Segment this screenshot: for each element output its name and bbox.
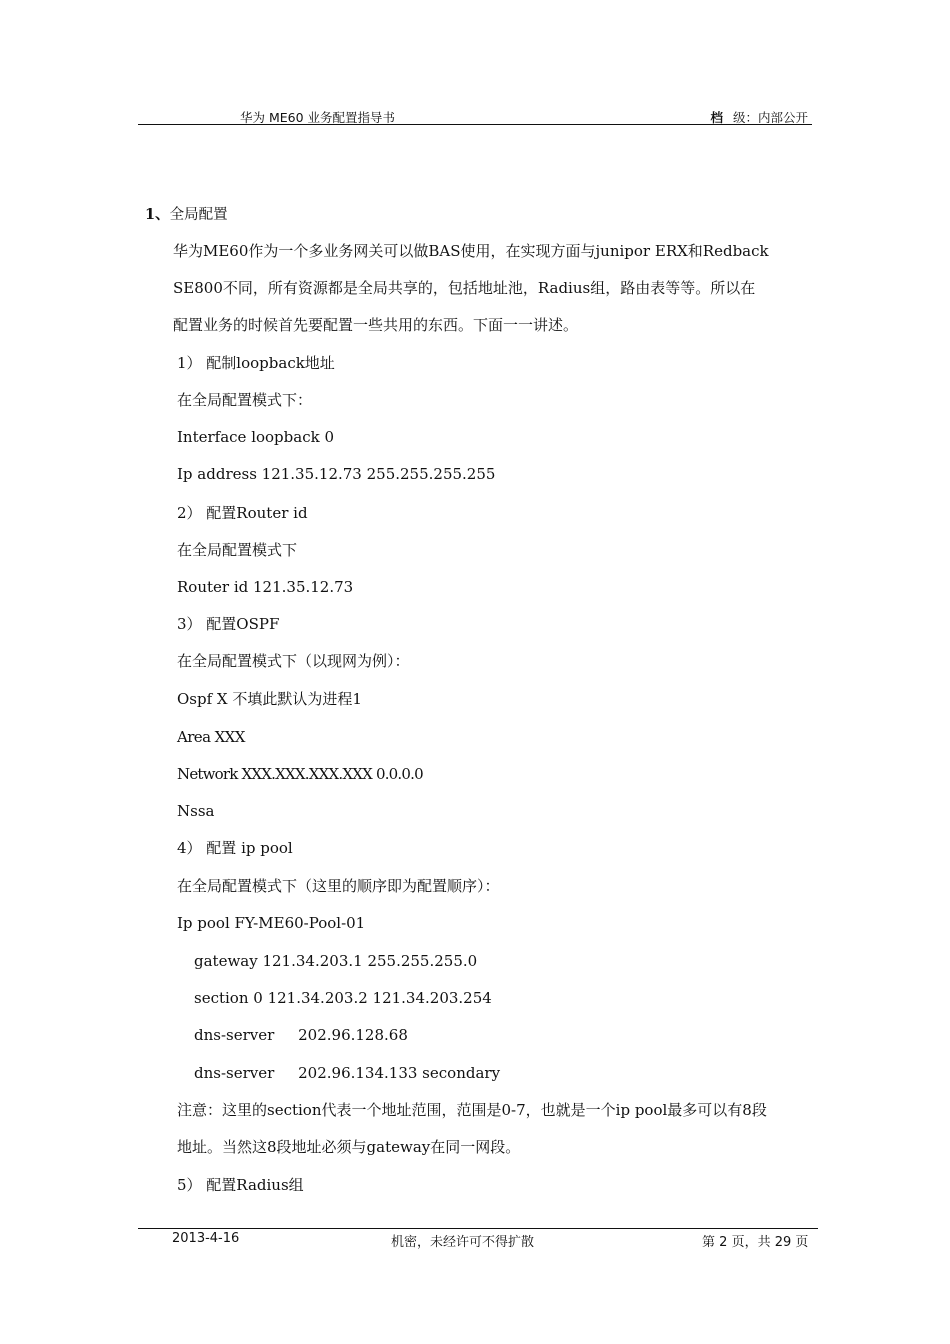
config-command-line: Nssa — [177, 802, 215, 820]
section-number: 1、 — [145, 206, 170, 223]
page-number-middle: 页，共 — [731, 1235, 771, 1250]
section-heading — [145, 203, 228, 224]
document-title: 华为 ME60 业务配置指导书 — [240, 110, 396, 125]
body-paragraph-line: 配置业务的时候首先要配置一些共用的东西。下面一一讲述。 — [173, 316, 579, 334]
body-paragraph-line: SE800不同，所有资源都是全局共享的，包括地址池，Radius组，路由表等等。所以在 — [173, 279, 756, 297]
config-command-line: dns-server 202.96.128.68 — [194, 1026, 408, 1044]
config-command-line: Ospf X 不填此默认为进程1 — [177, 690, 362, 708]
config-command-line: Ip address 121.35.12.73 255.255.255.255 — [177, 465, 496, 483]
page-number-current: 2 — [719, 1235, 728, 1250]
step-heading: 4） 配置 ip pool — [177, 839, 293, 857]
body-text-line: 在全局配置模式下（以现网为例）： — [177, 652, 410, 670]
config-command-line: Ip pool FY-ME60-Pool-01 — [177, 914, 366, 932]
page-number-prefix: 第 — [702, 1235, 716, 1250]
footer-confidential-notice: 机密，未经许可不得扩散 — [391, 1235, 535, 1250]
config-command-line: dns-server 202.96.134.133 secondary — [194, 1064, 501, 1082]
footer-divider — [138, 1228, 818, 1229]
body-paragraph-line: 华为ME60作为一个多业务网关可以做BAS使用，在实现方面与junipor ERX和Redback — [173, 242, 769, 260]
section-title: 全局配置 — [169, 207, 228, 223]
step-heading: 3） 配置OSPF — [177, 615, 280, 633]
step-heading: 2） 配置Router id — [177, 504, 308, 522]
page-number-total: 29 — [774, 1235, 792, 1250]
config-command-line: gateway 121.34.203.1 255.255.255.0 — [194, 952, 478, 970]
page-number — [702, 1231, 808, 1250]
config-command-line: Interface loopback 0 — [177, 428, 335, 446]
header-divider — [138, 124, 812, 125]
config-command-line: Area XXX — [177, 728, 245, 746]
footer-date: 2013-4-16 — [172, 1231, 240, 1246]
page-header — [138, 104, 812, 126]
note-line: 注意：这里的section代表一个地址范围，范围是0-7，也就是一个ip pool最多可以有8段 — [177, 1101, 767, 1119]
body-text-line: 在全局配置模式下（这里的顺序即为配置顺序）： — [177, 877, 500, 895]
config-command-line: Router id 121.35.12.73 — [177, 578, 354, 596]
body-text-line: 在全局配置模式下： — [177, 391, 313, 409]
config-command-line: section 0 121.34.203.2 121.34.203.254 — [194, 989, 492, 1007]
classification-value: 级：内部公开 — [732, 110, 808, 125]
classification-label: 档 — [710, 110, 723, 125]
body-text-line: 在全局配置模式下 — [177, 541, 298, 559]
note-line: 地址。当然这8段地址必须与gateway在同一网段。 — [177, 1138, 521, 1156]
step-heading: 1） 配制loopback地址 — [177, 354, 335, 372]
page-number-suffix: 页 — [795, 1235, 809, 1250]
step-heading: 5） 配置Radius组 — [177, 1176, 304, 1194]
config-command-line: Network XXX.XXX.XXX.XXX 0.0.0.0 — [177, 765, 423, 783]
